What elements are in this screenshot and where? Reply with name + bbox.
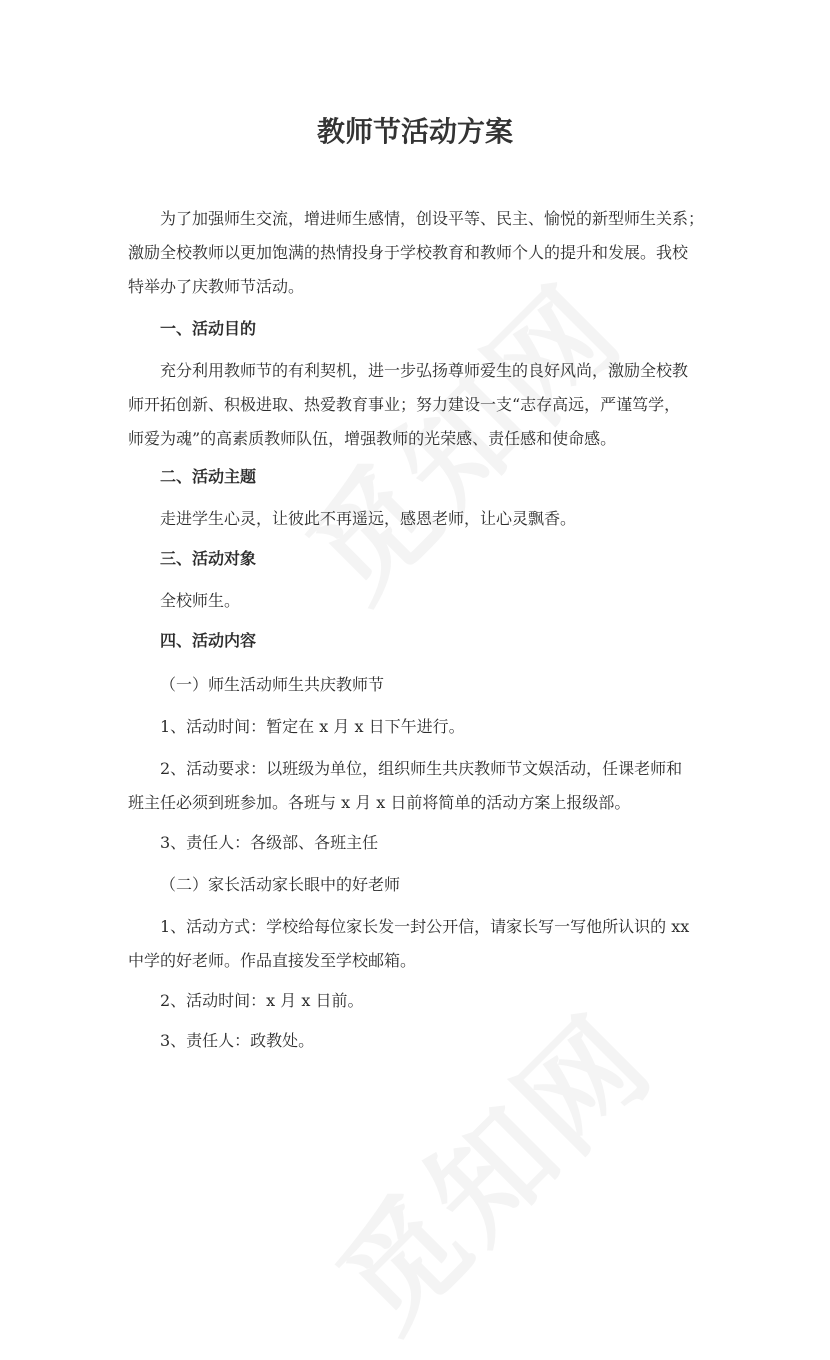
list-item: 中学的好老师。作品直接发至学校邮箱。 <box>128 951 417 970</box>
subsection-title: （一）师生活动师生共庆教师节 <box>160 675 385 694</box>
section-heading: 一、活动目的 <box>160 319 257 338</box>
body-line: 全校师生。 <box>160 591 241 610</box>
list-item: 3、责任人：各级部、各班主任 <box>160 833 379 852</box>
body-line: 师爱为魂”的高素质教师队伍，增强教师的光荣感、责任感和使命感。 <box>128 429 617 448</box>
list-item: 1、活动时间：暂定在 x 月 x 日下午进行。 <box>160 717 465 736</box>
list-item: 1、活动方式：学校给每位家长发一封公开信，请家长写一写他所认识的 xx <box>160 917 690 936</box>
intro-line: 为了加强师生交流，增进师生感情，创设平等、民主、愉悦的新型师生关系； <box>160 209 705 228</box>
list-item: 3、责任人：政教处。 <box>160 1031 315 1050</box>
subsection-title: （二）家长活动家长眼中的好老师 <box>160 875 401 894</box>
intro-line: 特举办了庆教师节活动。 <box>128 277 305 296</box>
body-line: 走进学生心灵，让彼此不再遥远，感恩老师，让心灵飘香。 <box>160 509 577 528</box>
document-title: 教师节活动方案 <box>316 115 513 148</box>
watermark <box>295 972 684 1360</box>
section-heading: 三、活动对象 <box>160 549 257 568</box>
section-heading: 二、活动主题 <box>160 467 257 486</box>
section-heading: 四、活动内容 <box>160 631 257 650</box>
body-line: 充分利用教师节的有利契机，进一步弘扬尊师爱生的良好风尚，激励全校教 <box>160 361 689 380</box>
list-item: 2、活动时间：x 月 x 日前。 <box>160 991 364 1010</box>
intro-line: 激励全校教师以更加饱满的热情投身于学校教育和教师个人的提升和发展。我校 <box>128 243 689 262</box>
list-item: 2、活动要求：以班级为单位，组织师生共庆教师节文娱活动，任课老师和 <box>160 759 683 778</box>
list-item: 班主任必须到班参加。各班与 x 月 x 日前将简单的活动方案上报级部。 <box>128 793 631 812</box>
body-line: 师开拓创新、积极进取、热爱教育事业；努力建设一支“志存高远，严谨笃学， <box>128 395 681 414</box>
